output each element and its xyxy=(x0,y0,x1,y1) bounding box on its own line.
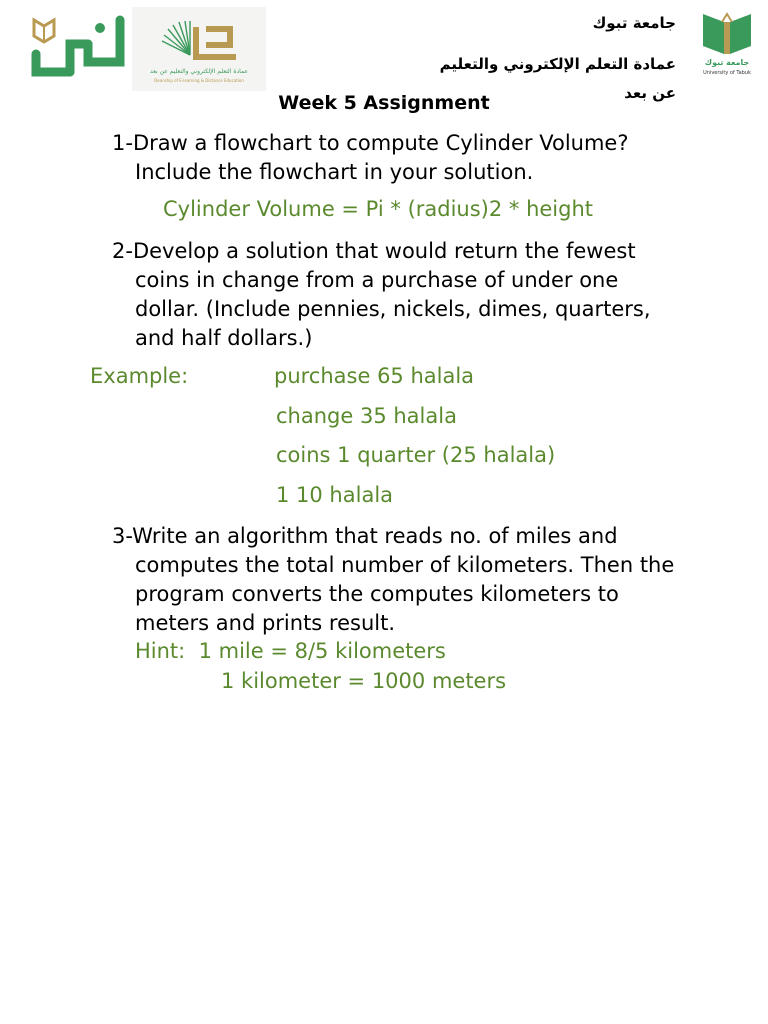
formula: Cylinder Volume = Pi * (radius)2 * height xyxy=(163,197,594,221)
example-line: purchase 65 halala xyxy=(274,364,475,388)
question-number: 3- xyxy=(112,524,133,548)
header-arabic-university: جامعة تبوك xyxy=(592,14,676,32)
header-arabic-distance: عن بعد xyxy=(624,84,676,102)
question-first-line: Develop a solution that would return the fewest xyxy=(132,239,636,263)
deanship-logo-english: Deanship of E-learning & Distance Education xyxy=(154,78,244,83)
example-line: coins 1 quarter (25 halala) xyxy=(276,443,556,467)
header-arabic-deanship: عمادة التعلم الإلكتروني والتعليم xyxy=(439,55,676,73)
university-logo-arabic: جامعة تبوك xyxy=(704,58,750,67)
question-continuation: computes the total number of kilometers. Then the program converts the computes kilometers to meters and prints result. xyxy=(135,553,675,635)
page-title: Week 5 Assignment xyxy=(278,92,490,114)
question-first-line: Write an algorithm that reads no. of miles and xyxy=(132,524,618,548)
question-first-line: Draw a flowchart to compute Cylinder Volume? xyxy=(132,131,629,155)
kalam-logo xyxy=(30,14,126,80)
question-continuation: Include the flowchart in your solution. xyxy=(135,160,534,184)
university-logo xyxy=(700,10,754,78)
example-line: change 35 halala xyxy=(276,404,457,428)
example-label: Example: xyxy=(90,364,189,388)
question-1 xyxy=(112,129,712,187)
question-3 xyxy=(112,522,712,638)
example-line: 1 10 halala xyxy=(276,483,394,507)
university-logo-english: University of Tabuk xyxy=(703,70,751,76)
question-continuation: coins in change from a purchase of under one dollar. (Include pennies, nickels, dimes, quarters, and half dollars.) xyxy=(135,268,651,350)
hint-line-1: Hint: 1 mile = 8/5 kilometers xyxy=(135,639,446,663)
deanship-logo-arabic: عمادة التعلم الإلكتروني والتعليم عن بعد xyxy=(149,68,249,75)
question-2 xyxy=(112,237,712,353)
question-number: 1- xyxy=(112,131,133,155)
question-number: 2- xyxy=(112,239,133,263)
deanship-logo xyxy=(132,7,266,91)
hint-line-2: 1 kilometer = 1000 meters xyxy=(221,669,507,693)
